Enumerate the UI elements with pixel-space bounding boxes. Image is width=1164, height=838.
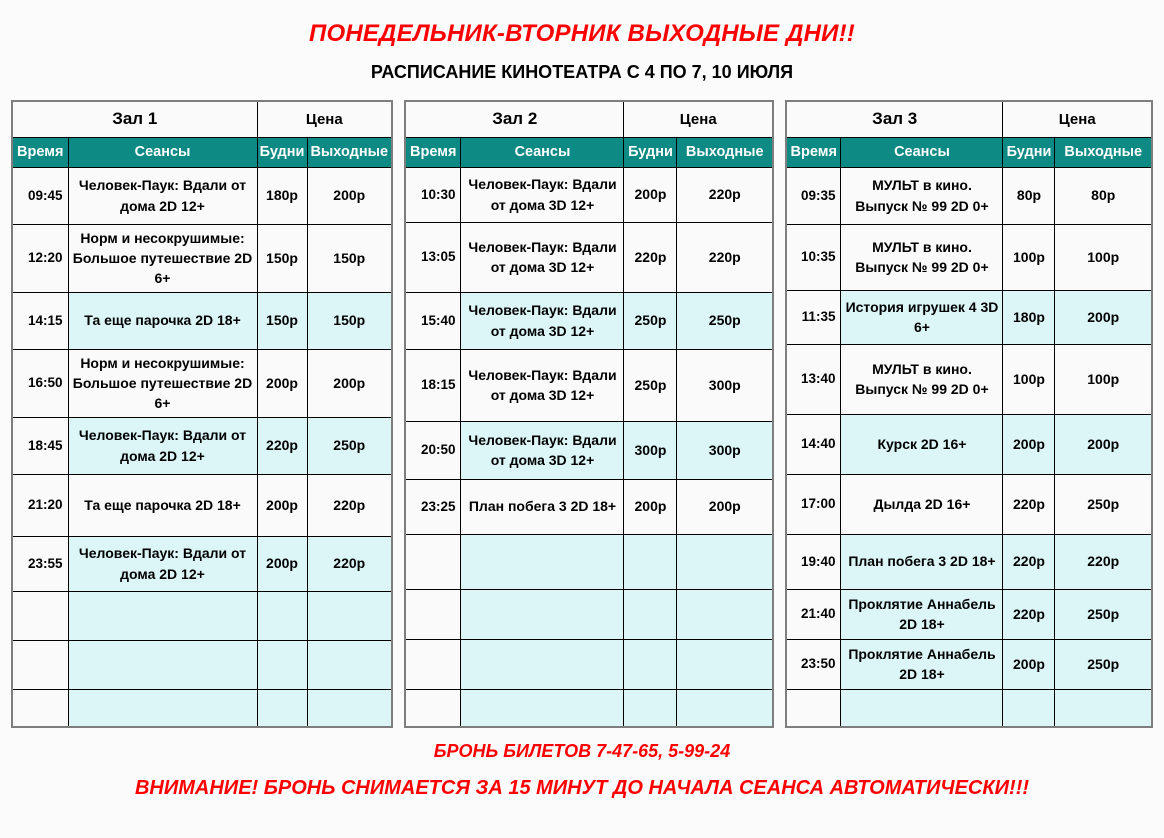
session-title-cell: Человек-Паук: Вдали от дома 2D 12+ [68,417,257,474]
hall-header-row [12,101,392,137]
session-title-cell [461,639,624,689]
time-cell: 20:50 [405,421,461,479]
hall-1-table [11,100,393,728]
hall-header-row [786,101,1152,137]
weekday-price-cell: 180р [1003,290,1055,344]
time-cell: 12:20 [12,224,68,292]
time-cell [12,640,68,689]
session-title-cell: МУЛЬТ в кино. Выпуск № 99 2D 0+ [841,344,1003,414]
session-title-cell: Человек-Паук: Вдали от дома 2D 12+ [68,536,257,591]
empty-schedule-row [405,639,773,689]
session-title-cell: Та еще парочка 2D 18+ [68,292,257,349]
price-header: Цена [257,101,392,137]
weekday-price-cell: 250р [624,292,677,349]
weekday-price-cell: 200р [1003,639,1055,689]
weekday-price-cell: 150р [257,224,307,292]
session-title-cell: План побега 3 2D 18+ [461,479,624,534]
weekend-price-cell: 250р [677,292,773,349]
weekday-price-cell [1003,689,1055,727]
time-cell: 13:05 [405,222,461,292]
schedule-subtitle: РАСПИСАНИЕ КИНОТЕАТРА С 4 ПО 7, 10 ИЮЛЯ [370,62,794,82]
weekend-price-cell: 250р [1055,474,1152,534]
time-cell: 16:50 [12,349,68,417]
weekend-price-cell [1055,689,1152,727]
schedule-row [405,349,773,421]
weekend-price-cell: 250р [1055,589,1152,639]
session-title-cell: Человек-Паук: Вдали от дома 3D 12+ [461,292,624,349]
weekend-price-cell: 220р [307,536,392,591]
weekday-price-cell [257,640,307,689]
weekday-price-cell: 100р [1003,344,1055,414]
schedule-row [12,417,392,474]
session-title-cell [68,591,257,640]
time-cell: 23:50 [786,639,841,689]
weekday-price-cell: 250р [624,349,677,421]
session-title-cell: Курск 2D 16+ [841,414,1003,474]
weekend-price-cell [677,589,773,639]
time-cell [405,589,461,639]
session-title-cell: Человек-Паук: Вдали от дома 3D 12+ [461,167,624,222]
weekend-price-cell [307,640,392,689]
schedule-row [786,589,1152,639]
hall-header-row [405,101,773,137]
weekday-price-cell [257,591,307,640]
time-cell [405,534,461,589]
time-cell: 23:55 [12,536,68,591]
price-header: Цена [1003,101,1152,137]
weekend-price-cell: 250р [307,417,392,474]
schedule-row [12,474,392,536]
schedule-row [12,349,392,417]
time-cell [405,689,461,727]
hall-2-name: Зал 2 [405,101,624,137]
time-cell: 19:40 [786,534,841,589]
empty-schedule-row [12,689,392,727]
col-header-sessions: Сеансы [68,137,257,167]
column-header-row [786,137,1152,167]
col-header-weekend: Выходные [307,137,392,167]
weekday-price-cell [624,589,677,639]
schedule-row [786,474,1152,534]
hall-3-name: Зал 3 [786,101,1003,137]
weekend-price-cell: 220р [307,474,392,536]
col-header-weekend: Выходные [1055,137,1152,167]
session-title-cell [461,534,624,589]
column-header-row [405,137,773,167]
time-cell: 23:25 [405,479,461,534]
weekday-price-cell: 200р [257,349,307,417]
time-cell: 14:15 [12,292,68,349]
booking-phones-line: БРОНЬ БИЛЕТОВ 7-47-65, 5-99-24 [433,741,731,761]
time-cell: 21:40 [786,589,841,639]
schedule-row [12,536,392,591]
col-header-sessions: Сеансы [841,137,1003,167]
time-cell: 21:20 [12,474,68,536]
weekday-price-cell: 220р [1003,534,1055,589]
halls-tables-container [11,100,1153,728]
session-title-cell: МУЛЬТ в кино. Выпуск № 99 2D 0+ [841,167,1003,224]
time-cell [405,639,461,689]
time-cell: 13:40 [786,344,841,414]
schedule-row [786,290,1152,344]
weekday-price-cell: 200р [624,479,677,534]
weekend-price-cell: 150р [307,292,392,349]
time-cell: 09:45 [12,167,68,224]
weekend-price-cell [677,689,773,727]
weekend-price-cell: 220р [677,222,773,292]
weekend-price-cell: 220р [1055,534,1152,589]
time-cell: 11:35 [786,290,841,344]
schedule-row [786,534,1152,589]
schedule-row [405,421,773,479]
session-title-cell [461,589,624,639]
weekday-price-cell: 220р [1003,589,1055,639]
schedule-row [405,167,773,222]
schedule-row [786,414,1152,474]
time-cell: 10:35 [786,224,841,290]
session-title-cell: Норм и несокрушимые: Большое путешествие 2D 6+ [68,349,257,417]
weekday-price-cell: 80р [1003,167,1055,224]
weekday-price-cell: 200р [257,536,307,591]
schedule-row [786,167,1152,224]
weekday-price-cell: 220р [257,417,307,474]
hall-3-table [785,100,1153,728]
col-header-time: Время [12,137,68,167]
session-title-cell [841,689,1003,727]
hall-1-name: Зал 1 [12,101,257,137]
weekday-price-cell: 220р [624,222,677,292]
weekend-price-cell: 150р [307,224,392,292]
weekend-price-cell: 200р [1055,290,1152,344]
col-header-time: Время [786,137,841,167]
weekend-price-cell: 200р [1055,414,1152,474]
col-header-weekday: Будни [624,137,677,167]
weekday-price-cell [257,689,307,727]
weekday-price-cell [624,534,677,589]
column-header-row [12,137,392,167]
weekend-price-cell: 300р [677,421,773,479]
weekend-price-cell [677,639,773,689]
weekday-price-cell: 200р [1003,414,1055,474]
empty-schedule-row [12,640,392,689]
col-header-time: Время [405,137,461,167]
session-title-cell [461,689,624,727]
schedule-row [405,292,773,349]
empty-schedule-row [405,534,773,589]
empty-schedule-row [786,689,1152,727]
time-cell: 18:15 [405,349,461,421]
time-cell: 10:30 [405,167,461,222]
booking-warning-line: ВНИМАНИЕ! БРОНЬ СНИМАЕТСЯ ЗА 15 МИНУТ ДО НАЧАЛА СЕАНСА АВТОМАТИЧЕСКИ!!! [134,777,1030,799]
time-cell [12,591,68,640]
main-title: ПОНЕДЕЛЬНИК-ВТОРНИК ВЫХОДНЫЕ ДНИ!! [308,20,855,47]
weekend-price-cell: 200р [307,167,392,224]
col-header-sessions: Сеансы [461,137,624,167]
session-title-cell: Проклятие Аннабель 2D 18+ [841,639,1003,689]
empty-schedule-row [405,589,773,639]
schedule-row [786,224,1152,290]
time-cell [12,689,68,727]
weekend-price-cell: 100р [1055,344,1152,414]
weekday-price-cell [624,689,677,727]
session-title-cell: Человек-Паук: Вдали от дома 3D 12+ [461,349,624,421]
empty-schedule-row [12,591,392,640]
col-header-weekend: Выходные [677,137,773,167]
weekend-price-cell: 80р [1055,167,1152,224]
empty-schedule-row [405,689,773,727]
weekday-price-cell: 200р [257,474,307,536]
session-title-cell: История игрушек 4 3D 6+ [841,290,1003,344]
weekend-price-cell: 300р [677,349,773,421]
time-cell: 15:40 [405,292,461,349]
weekday-price-cell: 300р [624,421,677,479]
weekend-price-cell: 220р [677,167,773,222]
weekend-price-cell [677,534,773,589]
time-cell: 14:40 [786,414,841,474]
schedule-row [786,639,1152,689]
schedule-row [12,224,392,292]
session-title-cell [68,640,257,689]
schedule-row [786,344,1152,414]
weekend-price-cell: 100р [1055,224,1152,290]
session-title-cell: Та еще парочка 2D 18+ [68,474,257,536]
session-title-cell: Человек-Паук: Вдали от дома 2D 12+ [68,167,257,224]
weekend-price-cell: 200р [677,479,773,534]
weekend-price-cell: 200р [307,349,392,417]
session-title-cell: Проклятие Аннабель 2D 18+ [841,589,1003,639]
hall-2-table [404,100,774,728]
session-title-cell: МУЛЬТ в кино. Выпуск № 99 2D 0+ [841,224,1003,290]
time-cell: 18:45 [12,417,68,474]
session-title-cell: Человек-Паук: Вдали от дома 3D 12+ [461,421,624,479]
col-header-weekday: Будни [1003,137,1055,167]
weekday-price-cell: 180р [257,167,307,224]
weekday-price-cell: 100р [1003,224,1055,290]
time-cell: 17:00 [786,474,841,534]
session-title-cell: Норм и несокрушимые: Большое путешествие 2D 6+ [68,224,257,292]
session-title-cell: Дылда 2D 16+ [841,474,1003,534]
schedule-row [12,292,392,349]
schedule-row [405,222,773,292]
time-cell: 09:35 [786,167,841,224]
price-header: Цена [624,101,773,137]
weekend-price-cell [307,689,392,727]
weekend-price-cell [307,591,392,640]
weekday-price-cell: 200р [624,167,677,222]
weekday-price-cell: 220р [1003,474,1055,534]
session-title-cell: Человек-Паук: Вдали от дома 3D 12+ [461,222,624,292]
schedule-row [405,479,773,534]
schedule-row [12,167,392,224]
weekday-price-cell [624,639,677,689]
session-title-cell: План побега 3 2D 18+ [841,534,1003,589]
time-cell [786,689,841,727]
col-header-weekday: Будни [257,137,307,167]
weekday-price-cell: 150р [257,292,307,349]
schedule-page [0,20,1164,800]
weekend-price-cell: 250р [1055,639,1152,689]
session-title-cell [68,689,257,727]
